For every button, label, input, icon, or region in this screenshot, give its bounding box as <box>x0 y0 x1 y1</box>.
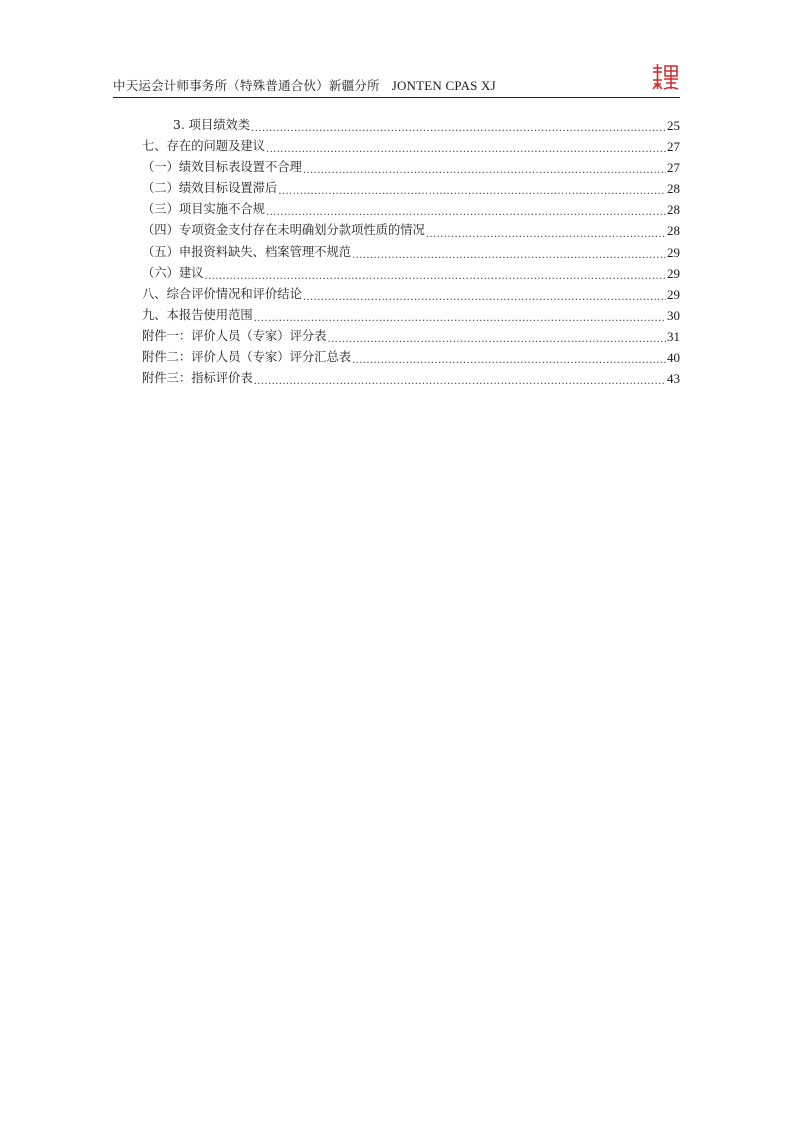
toc-entry-page-number: 30 <box>667 307 680 323</box>
toc-dot-leader <box>352 242 666 263</box>
toc-entry[interactable] <box>142 115 680 136</box>
toc-entry[interactable] <box>142 220 680 241</box>
toc-entry-label: 3. 项目绩效类 <box>173 118 251 132</box>
table-of-contents <box>142 115 680 389</box>
toc-entry-page-number: 31 <box>667 328 680 344</box>
toc-entry-label: （六）建议 <box>142 265 204 280</box>
toc-dot-leader <box>266 136 666 157</box>
toc-entry[interactable] <box>142 242 680 263</box>
toc-dot-leader <box>352 347 666 368</box>
toc-dot-leader <box>254 368 666 389</box>
toc-entry[interactable] <box>142 284 680 305</box>
toc-entry-label: （四）专项资金支付存在未明确划分款项性质的情况 <box>142 223 425 238</box>
toc-dot-leader <box>254 305 666 326</box>
toc-entry[interactable] <box>142 368 680 389</box>
toc-dot-leader <box>426 220 666 241</box>
toc-entry-label: （二）绩效目标设置滞后 <box>142 181 278 196</box>
toc-dot-leader <box>303 284 666 305</box>
toc-dot-leader <box>327 326 666 347</box>
firm-name: 中天运会计师事务所（特殊普通合伙）新疆分所 <box>113 78 380 93</box>
toc-entry-page-number: 29 <box>667 286 680 302</box>
toc-entry-page-number: 29 <box>667 244 680 260</box>
header-title <box>113 76 496 94</box>
toc-entry-page-number: 28 <box>667 202 680 218</box>
toc-entry-label: （三）项目实施不合规 <box>142 202 265 217</box>
toc-entry[interactable] <box>142 326 680 347</box>
toc-entry[interactable] <box>142 178 680 199</box>
toc-entry-label: 附件一：评价人员（专家）评分表 <box>142 328 327 343</box>
jonten-seal-logo-icon <box>649 62 681 92</box>
toc-dot-leader <box>278 178 666 199</box>
toc-entry[interactable] <box>142 199 680 220</box>
toc-entry-page-number: 43 <box>667 371 680 387</box>
toc-entry[interactable] <box>142 263 680 284</box>
toc-entry[interactable] <box>142 347 680 368</box>
toc-dot-leader <box>205 263 667 284</box>
toc-entry[interactable] <box>142 136 680 157</box>
toc-entry-page-number: 25 <box>667 118 680 133</box>
page-header <box>113 64 680 98</box>
toc-entry-label: （五）申报资料缺失、档案管理不规范 <box>142 244 352 259</box>
toc-entry-page-number: 27 <box>667 139 680 155</box>
toc-entry-label: 八、综合评价情况和评价结论 <box>142 286 302 301</box>
toc-dot-leader <box>251 115 666 136</box>
toc-entry-page-number: 28 <box>667 223 680 239</box>
toc-entry-page-number: 40 <box>667 350 680 366</box>
toc-entry-label: 九、本报告使用范围 <box>142 307 253 322</box>
header-divider <box>113 97 680 98</box>
firm-name-en: JONTEN CPAS XJ <box>391 78 496 93</box>
toc-entry-label: 七、存在的问题及建议 <box>142 139 265 154</box>
toc-entry-label: （一）绩效目标表设置不合理 <box>142 160 302 175</box>
toc-entry-page-number: 28 <box>667 181 680 197</box>
toc-dot-leader <box>303 157 666 178</box>
toc-entry[interactable] <box>142 305 680 326</box>
toc-entry[interactable] <box>142 157 680 178</box>
toc-dot-leader <box>266 199 666 220</box>
toc-entry-label: 附件二：评价人员（专家）评分汇总表 <box>142 350 352 365</box>
toc-entry-page-number: 27 <box>667 160 680 176</box>
toc-entry-page-number: 29 <box>667 265 680 281</box>
toc-entry-label: 附件三：指标评价表 <box>142 371 253 386</box>
